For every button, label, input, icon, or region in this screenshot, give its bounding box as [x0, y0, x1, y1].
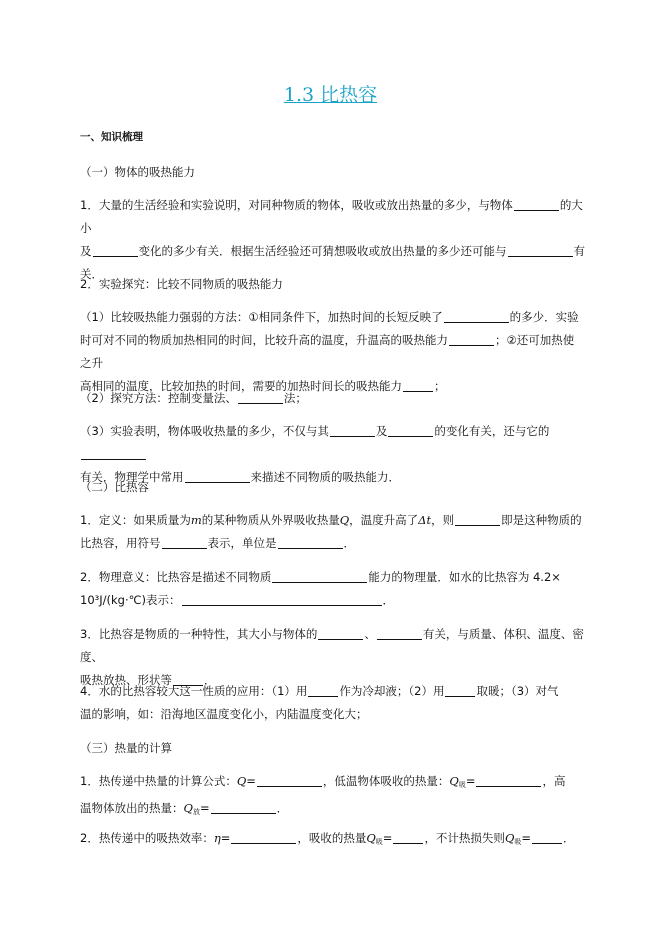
paragraph-1-1: 1．大量的生活经验和实验说明，对同种物质的物体，吸收或放出热量的多少，与物体 的大小 及 变化的多少有关．根据生活经验还可猜想吸收或放出热量的多少还可能与 有 关． [80, 198, 585, 281]
blank[interactable] [514, 199, 559, 212]
paragraph-2-2: 2．物理意义：比热容是描述不同物质 能力的物理量．如水的比热容为 4.2× 10³J/(kg·℃)表示： ． [80, 570, 561, 607]
paragraph-1-3: （1）比较吸热能力强弱的方法：①相同条件下，加热时间的长短反映了 的多少．实验 时可对不同的物质加热相同的时间，比较升高的温度，升温高的吸热能力 ；②还可加热使之升 高相同的温度，比较加热的时间，需要的加热时间长的吸热能力 ； [80, 310, 579, 393]
blank[interactable] [330, 425, 375, 438]
blank[interactable] [393, 832, 423, 845]
paragraph-2-1: 1．定义：如果质量为m的某种物质从外界吸收热量Q，温度升高了Δt，则 即是这种物质的 比热容，用符号 表示，单位是 ． [80, 513, 582, 550]
blank[interactable] [388, 425, 433, 438]
blank[interactable] [377, 628, 422, 641]
blank[interactable] [182, 594, 382, 607]
blank[interactable] [445, 685, 475, 698]
paragraph-1-5: （3）实验表明，物体吸收热量的多少，不仅与其 及 的变化有关，还与它的 有关．物理学中常用 来描述不同物质的吸热能力． [80, 424, 550, 484]
blank[interactable] [162, 537, 207, 550]
blank[interactable] [532, 832, 562, 845]
blank[interactable] [508, 245, 573, 258]
blank[interactable] [278, 537, 343, 550]
subsection-2-heading: （二）比热容 [80, 480, 149, 494]
section-heading: 一、知识梳理 [80, 131, 143, 143]
blank[interactable] [444, 311, 509, 324]
paragraph-3-1: 1．热传递中热量的计算公式：Q= ，低温物体吸收的热量：$Q_吸=$ ，高 温物体放出的热量：$Q_放=$ ． [80, 774, 566, 816]
page-title: 1.3 比热容 [283, 84, 378, 106]
blank[interactable] [81, 448, 146, 461]
paragraph-1-4: （2）探究方法：控制变量法、 法； [80, 391, 307, 405]
blank[interactable] [272, 571, 367, 584]
blank[interactable] [238, 392, 283, 405]
blank[interactable] [449, 334, 494, 347]
blank[interactable] [308, 685, 338, 698]
blank[interactable] [211, 802, 276, 815]
paragraph-3-2: 2．热传递中的吸热效率：η= ，吸收的热量$Q_吸=$ ，不计热损失则$Q_吸=$ ． [80, 831, 575, 846]
paragraph-2-4: 4．水的比热容较大这一性质的应用：（1）用 作为冷却液；（2）用 取暖；（3）对气 温的影响，如：沿海地区温度变化小，内陆温度变化大； [80, 684, 559, 721]
blank[interactable] [476, 775, 541, 788]
blank[interactable] [257, 775, 322, 788]
paragraph-2-3: 3．比热容是物质的一种特性，其大小与物体的 、 有关，与质量、体积、温度、密度、 吸热放热、形状等 ． [80, 627, 584, 687]
subsection-1-heading: （一）物体的吸热能力 [80, 165, 195, 179]
blank[interactable] [318, 628, 363, 641]
paragraph-1-2: 2．实验探究：比较不同物质的吸热能力 [80, 277, 283, 291]
blank[interactable] [231, 832, 296, 845]
blank[interactable] [93, 245, 138, 258]
subsection-3-heading: （三）热量的计算 [80, 741, 172, 755]
blank[interactable] [455, 514, 500, 527]
